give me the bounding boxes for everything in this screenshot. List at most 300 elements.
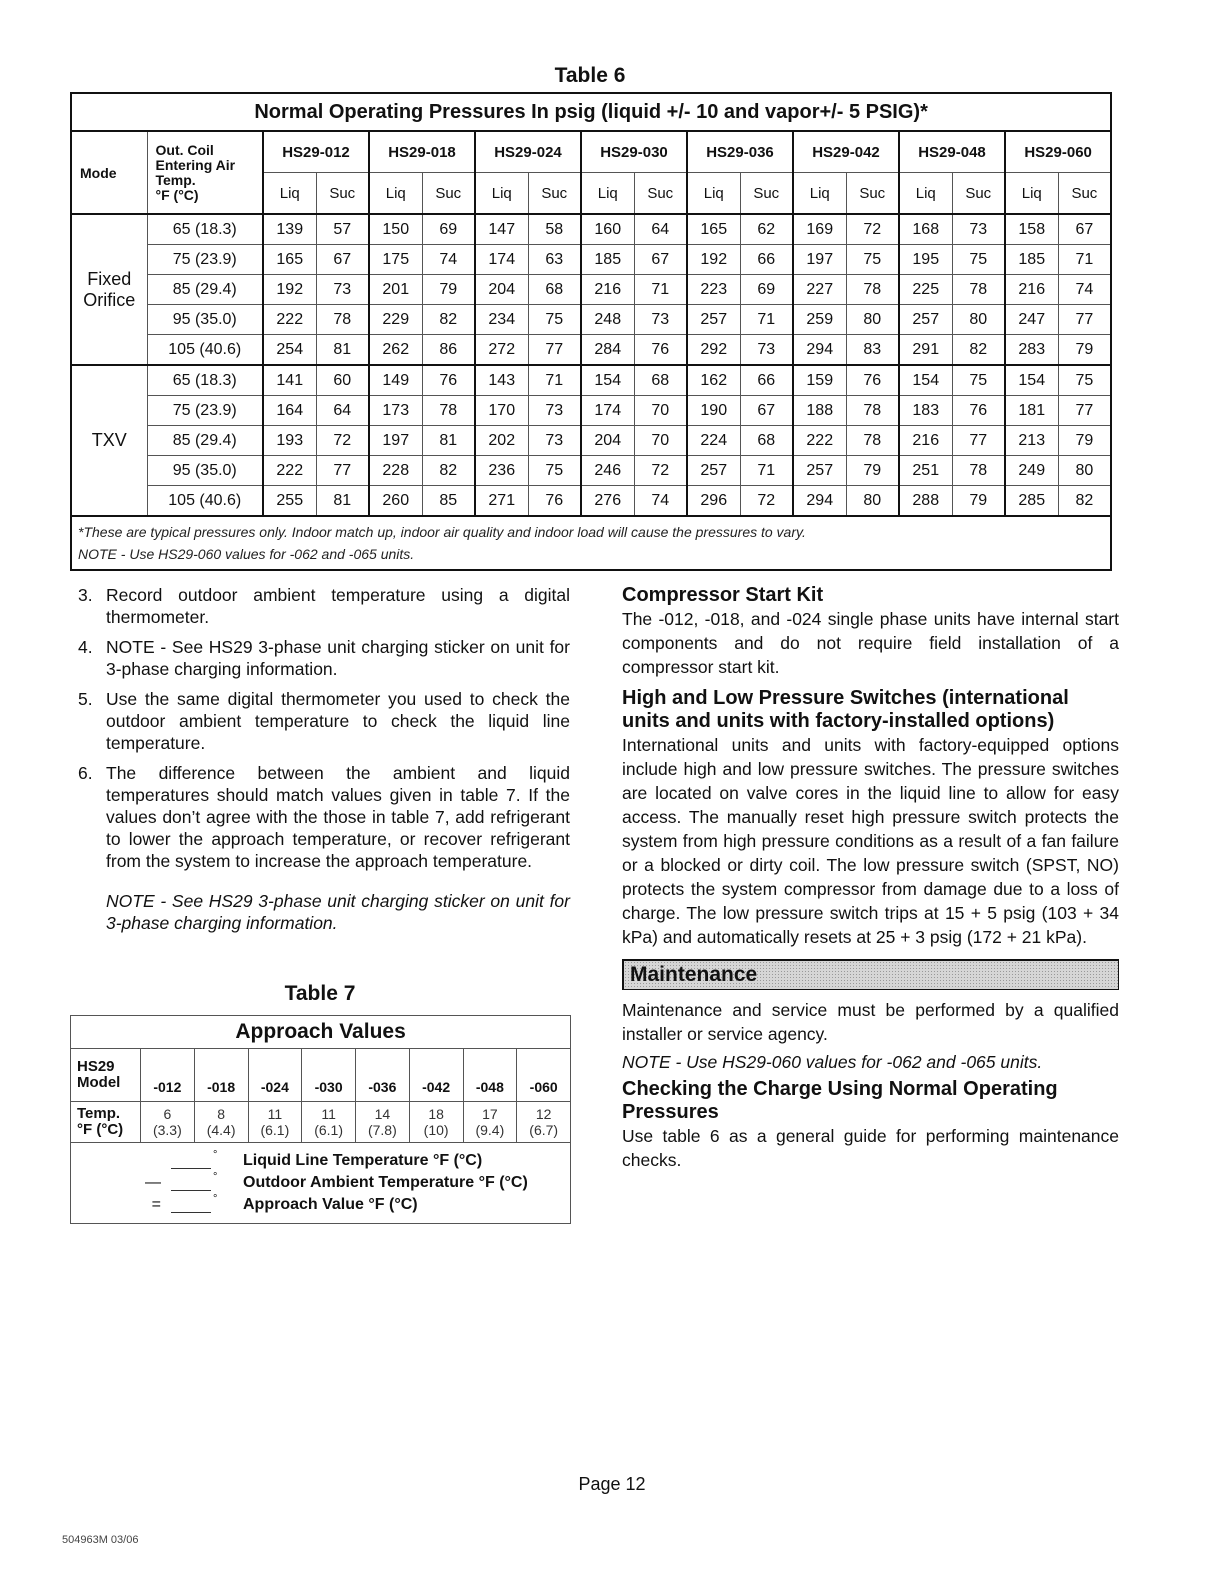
suc-value-cell: 73 <box>316 275 369 305</box>
suc-header: Suc <box>952 173 1005 215</box>
mode-label-line1: TXV <box>91 430 127 450</box>
formula-label: Liquid Line Temperature °F (°C) <box>243 1152 483 1169</box>
suc-header: Suc <box>1058 173 1111 215</box>
liq-value-cell: 147 <box>475 214 528 245</box>
document-code: 504963M 03/06 <box>62 1534 139 1546</box>
mode-label-line2: Orifice <box>83 289 136 310</box>
maintenance-note: NOTE - Use HS29-060 values for -062 and -065 units. <box>622 1052 1043 1072</box>
liq-value-cell: 285 <box>1005 486 1058 517</box>
table-row <box>71 275 1111 305</box>
suc-value-cell: 75 <box>1058 365 1111 396</box>
suc-value-cell: 78 <box>846 426 899 456</box>
suc-value-cell: 62 <box>740 214 793 245</box>
suc-value-cell: 58 <box>528 214 581 245</box>
suc-value-cell: 76 <box>952 396 1005 426</box>
approach-value-cell <box>356 1102 410 1143</box>
suc-value-cell: 78 <box>316 305 369 335</box>
liq-value-cell: 294 <box>793 486 846 517</box>
liq-value-cell: 202 <box>475 426 528 456</box>
suc-value-cell: 57 <box>316 214 369 245</box>
suc-header: Suc <box>422 173 475 215</box>
liq-value-cell: 257 <box>793 456 846 486</box>
suc-value-cell: 60 <box>316 365 369 396</box>
suc-value-cell: 86 <box>422 335 475 366</box>
temp-label-line1: Temp. <box>77 1105 121 1122</box>
suc-value-cell: 66 <box>740 365 793 396</box>
liq-value-cell: 190 <box>687 396 740 426</box>
suc-value-cell: 76 <box>634 335 687 366</box>
suc-value-cell: 69 <box>740 275 793 305</box>
suc-value-cell: 71 <box>634 275 687 305</box>
liq-value-cell: 227 <box>793 275 846 305</box>
liq-value-cell: 224 <box>687 426 740 456</box>
liq-value-cell: 234 <box>475 305 528 335</box>
approach-model-header: -012 <box>141 1049 195 1102</box>
liq-value-cell: 141 <box>263 365 316 396</box>
liq-value-cell: 254 <box>263 335 316 366</box>
suc-value-cell: 67 <box>1058 214 1111 245</box>
liq-header: Liq <box>475 173 528 215</box>
normal-operating-pressures-table <box>70 92 1112 571</box>
suc-value-cell: 75 <box>528 305 581 335</box>
maintenance-text: Maintenance and service must be performed by a qualified installer or service agency. <box>622 1000 1119 1044</box>
approach-model-header: -036 <box>356 1049 410 1102</box>
suc-value-cell: 63 <box>528 245 581 275</box>
liq-value-cell: 296 <box>687 486 740 517</box>
liq-value-cell: 158 <box>1005 214 1058 245</box>
suc-value-cell: 80 <box>846 486 899 517</box>
approach-value-f: 11 <box>267 1106 283 1122</box>
liq-value-cell: 216 <box>899 426 952 456</box>
liq-value-cell: 175 <box>369 245 422 275</box>
liq-value-cell: 222 <box>793 426 846 456</box>
table-row <box>71 396 1111 426</box>
liq-value-cell: 170 <box>475 396 528 426</box>
liq-value-cell: 160 <box>581 214 634 245</box>
model-header: HS29-042 <box>793 131 899 173</box>
liq-value-cell: 154 <box>581 365 634 396</box>
liq-value-cell: 288 <box>899 486 952 517</box>
table7-caption: Table 7 <box>284 982 356 1005</box>
liq-value-cell: 174 <box>581 396 634 426</box>
right-column <box>622 584 1119 1176</box>
liq-header: Liq <box>793 173 846 215</box>
approach-model-header: -018 <box>194 1049 248 1102</box>
temp-cell: 95 (35.0) <box>147 305 263 335</box>
suc-value-cell: 72 <box>846 214 899 245</box>
liq-value-cell: 164 <box>263 396 316 426</box>
temp-header-line4: °F (°C) <box>155 186 199 203</box>
suc-value-cell: 79 <box>422 275 475 305</box>
suc-value-cell: 70 <box>634 426 687 456</box>
suc-value-cell: 77 <box>952 426 1005 456</box>
liq-value-cell: 257 <box>687 456 740 486</box>
approach-value-cell <box>409 1102 463 1143</box>
table-row <box>71 456 1111 486</box>
suc-value-cell: 64 <box>316 396 369 426</box>
step-text: NOTE - See HS29 3-phase unit charging sticker on unit for 3-phase charging information. <box>106 637 570 679</box>
approach-value-c: (10) <box>423 1122 449 1138</box>
model-header: HS29-030 <box>581 131 687 173</box>
table6-footnote: *These are typical pressures only. Indoor match up, indoor air quality and indoor load will cause the pressures to vary. <box>78 524 806 540</box>
liq-value-cell: 216 <box>1005 275 1058 305</box>
suc-value-cell: 71 <box>740 305 793 335</box>
suc-value-cell: 82 <box>422 305 475 335</box>
approach-model-header: -060 <box>517 1049 571 1102</box>
liq-header: Liq <box>1005 173 1058 215</box>
suc-value-cell: 81 <box>316 335 369 366</box>
approach-value-f: 8 <box>217 1106 226 1122</box>
liq-header: Liq <box>369 173 422 215</box>
liq-value-cell: 185 <box>1005 245 1058 275</box>
temp-header-line3: Temp. <box>155 171 196 188</box>
suc-value-cell: 68 <box>634 365 687 396</box>
liq-value-cell: 168 <box>899 214 952 245</box>
liq-value-cell: 162 <box>687 365 740 396</box>
step-number: 5. <box>78 689 93 709</box>
liq-value-cell: 246 <box>581 456 634 486</box>
formula-label: Approach Value °F (°C) <box>243 1196 418 1213</box>
suc-value-cell: 78 <box>952 275 1005 305</box>
suc-value-cell: 71 <box>740 456 793 486</box>
liq-value-cell: 222 <box>263 456 316 486</box>
suc-value-cell: 77 <box>1058 305 1111 335</box>
suc-value-cell: 75 <box>952 365 1005 396</box>
step-number: 4. <box>78 637 93 657</box>
suc-value-cell: 79 <box>846 456 899 486</box>
step-item <box>78 584 570 628</box>
suc-header: Suc <box>316 173 369 215</box>
model-header: HS29-060 <box>1005 131 1111 173</box>
suc-value-cell: 67 <box>634 245 687 275</box>
temp-cell: 105 (40.6) <box>147 486 263 517</box>
suc-value-cell: 71 <box>1058 245 1111 275</box>
liq-value-cell: 195 <box>899 245 952 275</box>
liq-header: Liq <box>899 173 952 215</box>
liq-header: Liq <box>581 173 634 215</box>
liq-value-cell: 271 <box>475 486 528 517</box>
liq-value-cell: 197 <box>369 426 422 456</box>
table6-note: NOTE - Use HS29-060 values for -062 and -065 units. <box>78 546 415 562</box>
approach-model-header: -042 <box>409 1049 463 1102</box>
liq-value-cell: 284 <box>581 335 634 366</box>
approach-value-c: (6.1) <box>314 1122 344 1138</box>
degree-symbol: ° <box>213 1193 218 1205</box>
liq-value-cell: 255 <box>263 486 316 517</box>
mode-cell <box>71 214 147 365</box>
suc-value-cell: 74 <box>422 245 475 275</box>
suc-value-cell: 78 <box>846 396 899 426</box>
temp-header <box>147 131 263 214</box>
step-text: Record outdoor ambient temperature using a digital thermometer. <box>106 585 570 627</box>
temp-cell: 65 (18.3) <box>147 365 263 396</box>
suc-value-cell: 72 <box>634 456 687 486</box>
maintenance-banner-label: Maintenance <box>630 963 758 986</box>
suc-value-cell: 75 <box>528 456 581 486</box>
suc-value-cell: 82 <box>1058 486 1111 517</box>
step-item <box>78 762 570 872</box>
approach-value-c: (7.8) <box>367 1122 397 1138</box>
suc-value-cell: 77 <box>528 335 581 366</box>
liq-value-cell: 228 <box>369 456 422 486</box>
liq-value-cell: 294 <box>793 335 846 366</box>
suc-value-cell: 73 <box>634 305 687 335</box>
table-row <box>71 426 1111 456</box>
suc-header: Suc <box>528 173 581 215</box>
model-header: HS29-024 <box>475 131 581 173</box>
compressor-start-kit-heading: Compressor Start Kit <box>622 584 824 606</box>
liq-value-cell: 174 <box>475 245 528 275</box>
liq-value-cell: 183 <box>899 396 952 426</box>
table6-notes-row <box>71 516 1111 570</box>
approach-value-cell <box>463 1102 517 1143</box>
suc-value-cell: 68 <box>740 426 793 456</box>
suc-header: Suc <box>846 173 899 215</box>
temp-cell: 75 (23.9) <box>147 396 263 426</box>
temp-cell: 95 (35.0) <box>147 456 263 486</box>
temp-cell: 65 (18.3) <box>147 214 263 245</box>
suc-header: Suc <box>634 173 687 215</box>
table6-notes <box>71 516 1111 570</box>
liq-value-cell: 173 <box>369 396 422 426</box>
formula-operator: = <box>151 1196 161 1213</box>
step-number: 6. <box>78 763 93 783</box>
model-label <box>71 1049 141 1102</box>
approach-value-c: (9.4) <box>475 1122 505 1138</box>
pressure-switches-text: International units and units with factory-equipped options include high and low pressure switches. The pressure switches are located on valve cores in the liquid line to allow for easy access. The manually reset high pressure switch protects the system from high pressure conditions as a result of a fan failure or a blocked or dirty coil. The low pressure switch (SPST, NO) protects the system compressor from damage due to a loss of charge. The low pressure switch trips at 15 + 5 psig (103 + 34 kPa) and automatically resets at 25 + 3 psig (172 + 21 kPa). <box>622 735 1119 947</box>
table-row <box>71 335 1111 366</box>
liq-value-cell: 262 <box>369 335 422 366</box>
suc-value-cell: 83 <box>846 335 899 366</box>
liq-header: Liq <box>263 173 316 215</box>
liq-value-cell: 225 <box>899 275 952 305</box>
model-header: HS29-018 <box>369 131 475 173</box>
table6-title: Normal Operating Pressures In psig (liquid +/- 10 and vapor+/- 5 PSIG)* <box>71 93 1111 131</box>
liq-value-cell: 204 <box>581 426 634 456</box>
formula-blank <box>171 1154 211 1169</box>
suc-value-cell: 78 <box>422 396 475 426</box>
table-row <box>71 214 1111 245</box>
approach-value-c: (6.1) <box>260 1122 290 1138</box>
temp-cell: 85 (29.4) <box>147 426 263 456</box>
approach-value-cell <box>141 1102 195 1143</box>
suc-value-cell: 80 <box>846 305 899 335</box>
table6-caption: Table 6 <box>554 64 626 87</box>
suc-value-cell: 82 <box>952 335 1005 366</box>
maintenance-banner <box>622 959 1119 990</box>
liq-value-cell: 276 <box>581 486 634 517</box>
liq-value-cell: 185 <box>581 245 634 275</box>
liq-value-cell: 169 <box>793 214 846 245</box>
suc-value-cell: 81 <box>316 486 369 517</box>
liq-value-cell: 249 <box>1005 456 1058 486</box>
liq-value-cell: 143 <box>475 365 528 396</box>
step-text: Use the same digital thermometer you used to check the outdoor ambient temperature to check the liquid line temperature. <box>106 689 570 753</box>
liq-value-cell: 181 <box>1005 396 1058 426</box>
liq-value-cell: 292 <box>687 335 740 366</box>
liq-value-cell: 248 <box>581 305 634 335</box>
liq-value-cell: 213 <box>1005 426 1058 456</box>
checking-charge-heading: Checking the Charge Using Normal Operating Pressures <box>622 1078 1058 1123</box>
approach-value-f: 12 <box>535 1106 552 1122</box>
approach-value-c: (3.3) <box>152 1122 182 1138</box>
suc-value-cell: 81 <box>422 426 475 456</box>
liq-value-cell: 259 <box>793 305 846 335</box>
formula-label: Outdoor Ambient Temperature °F (°C) <box>243 1174 528 1191</box>
liq-value-cell: 251 <box>899 456 952 486</box>
model-header: HS29-048 <box>899 131 1005 173</box>
liq-value-cell: 257 <box>899 305 952 335</box>
liq-value-cell: 236 <box>475 456 528 486</box>
suc-value-cell: 64 <box>634 214 687 245</box>
temp-cell: 75 (23.9) <box>147 245 263 275</box>
approach-values-table <box>70 1015 571 1224</box>
table-row <box>71 305 1111 335</box>
formula-line <box>111 1194 570 1216</box>
liq-value-cell: 188 <box>793 396 846 426</box>
checking-charge-text: Use table 6 as a general guide for performing maintenance checks. <box>622 1126 1119 1170</box>
approach-formula <box>71 1143 571 1224</box>
approach-model-header: -048 <box>463 1049 517 1102</box>
step-text: The difference between the ambient and liquid temperatures should match values given in table 7. If the values don’t agree with the those in table 7, add refrigerant to lower the approach temperature, or recover refrigerant from the system to increase the approach temperature. <box>106 763 570 871</box>
mode-cell <box>71 365 147 516</box>
approach-value-f: 18 <box>428 1106 444 1122</box>
liq-value-cell: 283 <box>1005 335 1058 366</box>
approach-value-cell <box>517 1102 571 1143</box>
liq-value-cell: 192 <box>687 245 740 275</box>
degree-symbol: ° <box>213 1149 218 1161</box>
step-item <box>78 688 570 754</box>
temp-label <box>71 1102 141 1143</box>
approach-value-cell <box>302 1102 356 1143</box>
temp-cell: 85 (29.4) <box>147 275 263 305</box>
charging-steps-list <box>78 584 570 934</box>
liq-value-cell: 257 <box>687 305 740 335</box>
table-row <box>71 365 1111 396</box>
liq-value-cell: 192 <box>263 275 316 305</box>
suc-value-cell: 73 <box>528 396 581 426</box>
model-header: HS29-012 <box>263 131 369 173</box>
model-header: HS29-036 <box>687 131 793 173</box>
suc-value-cell: 67 <box>316 245 369 275</box>
liq-value-cell: 222 <box>263 305 316 335</box>
suc-value-cell: 78 <box>846 275 899 305</box>
suc-value-cell: 76 <box>846 365 899 396</box>
mode-header: Mode <box>71 131 147 214</box>
liq-value-cell: 216 <box>581 275 634 305</box>
temp-header-line2: Entering Air <box>155 156 236 173</box>
suc-value-cell: 68 <box>528 275 581 305</box>
table7-title: Approach Values <box>71 1016 571 1049</box>
suc-value-cell: 76 <box>528 486 581 517</box>
suc-value-cell: 77 <box>1058 396 1111 426</box>
mode-label-line1: Fixed <box>87 268 132 289</box>
suc-value-cell: 71 <box>528 365 581 396</box>
temp-label-line2: °F (°C) <box>77 1121 124 1138</box>
suc-value-cell: 72 <box>740 486 793 517</box>
liq-value-cell: 204 <box>475 275 528 305</box>
pressure-switches-heading: High and Low Pressure Switches (international units and units with factory-installed options) <box>622 687 1069 732</box>
liq-value-cell: 150 <box>369 214 422 245</box>
suc-value-cell: 80 <box>1058 456 1111 486</box>
formula-blank <box>171 1176 211 1191</box>
suc-value-cell: 73 <box>528 426 581 456</box>
temp-cell: 105 (40.6) <box>147 335 263 366</box>
suc-value-cell: 70 <box>634 396 687 426</box>
approach-value-f: 6 <box>163 1106 172 1122</box>
approach-model-header: -024 <box>248 1049 302 1102</box>
page-number: Page 12 <box>578 1474 646 1494</box>
liq-value-cell: 139 <box>263 214 316 245</box>
table-row <box>71 486 1111 517</box>
liq-value-cell: 165 <box>263 245 316 275</box>
approach-value-f: 11 <box>321 1106 336 1122</box>
step-number: 3. <box>78 585 93 605</box>
step-item <box>78 636 570 680</box>
liq-value-cell: 247 <box>1005 305 1058 335</box>
suc-value-cell: 80 <box>952 305 1005 335</box>
suc-value-cell: 69 <box>422 214 475 245</box>
suc-value-cell: 75 <box>952 245 1005 275</box>
liq-value-cell: 193 <box>263 426 316 456</box>
suc-header: Suc <box>740 173 793 215</box>
suc-value-cell: 76 <box>422 365 475 396</box>
liq-value-cell: 272 <box>475 335 528 366</box>
approach-value-cell <box>194 1102 248 1143</box>
approach-value-c: (4.4) <box>206 1122 236 1138</box>
degree-symbol: ° <box>213 1171 218 1183</box>
liq-value-cell: 260 <box>369 486 422 517</box>
suc-value-cell: 79 <box>1058 335 1111 366</box>
suc-value-cell: 74 <box>634 486 687 517</box>
liq-value-cell: 291 <box>899 335 952 366</box>
approach-value-c: (6.7) <box>529 1122 559 1138</box>
suc-value-cell: 85 <box>422 486 475 517</box>
suc-value-cell: 75 <box>846 245 899 275</box>
formula-line <box>111 1150 570 1172</box>
liq-value-cell: 223 <box>687 275 740 305</box>
suc-value-cell: 66 <box>740 245 793 275</box>
liq-value-cell: 154 <box>1005 365 1058 396</box>
approach-value-f: 14 <box>374 1106 391 1122</box>
model-label-line2: Model <box>77 1074 121 1091</box>
suc-value-cell: 73 <box>740 335 793 366</box>
liq-value-cell: 154 <box>899 365 952 396</box>
liq-value-cell: 165 <box>687 214 740 245</box>
liq-value-cell: 229 <box>369 305 422 335</box>
formula-operator: — <box>145 1174 161 1191</box>
suc-value-cell: 77 <box>316 456 369 486</box>
table-row <box>71 245 1111 275</box>
suc-value-cell: 78 <box>952 456 1005 486</box>
compressor-start-kit-text: The -012, -018, and -024 single phase units have internal start components and do not require field installation of a compressor start kit. <box>622 609 1119 677</box>
temp-header-line1: Out. Coil <box>155 141 214 158</box>
three-phase-note: NOTE - See HS29 3-phase unit charging sticker on unit for 3-phase charging information. <box>106 891 570 933</box>
formula-blank <box>171 1198 211 1213</box>
liq-header: Liq <box>687 173 740 215</box>
liq-value-cell: 201 <box>369 275 422 305</box>
suc-value-cell: 74 <box>1058 275 1111 305</box>
approach-model-header: -030 <box>302 1049 356 1102</box>
suc-value-cell: 73 <box>952 214 1005 245</box>
suc-value-cell: 72 <box>316 426 369 456</box>
model-label-line1: HS29 <box>77 1058 115 1075</box>
liq-value-cell: 149 <box>369 365 422 396</box>
suc-value-cell: 79 <box>1058 426 1111 456</box>
approach-value-f: 17 <box>482 1106 498 1122</box>
suc-value-cell: 79 <box>952 486 1005 517</box>
formula-line <box>111 1172 570 1194</box>
